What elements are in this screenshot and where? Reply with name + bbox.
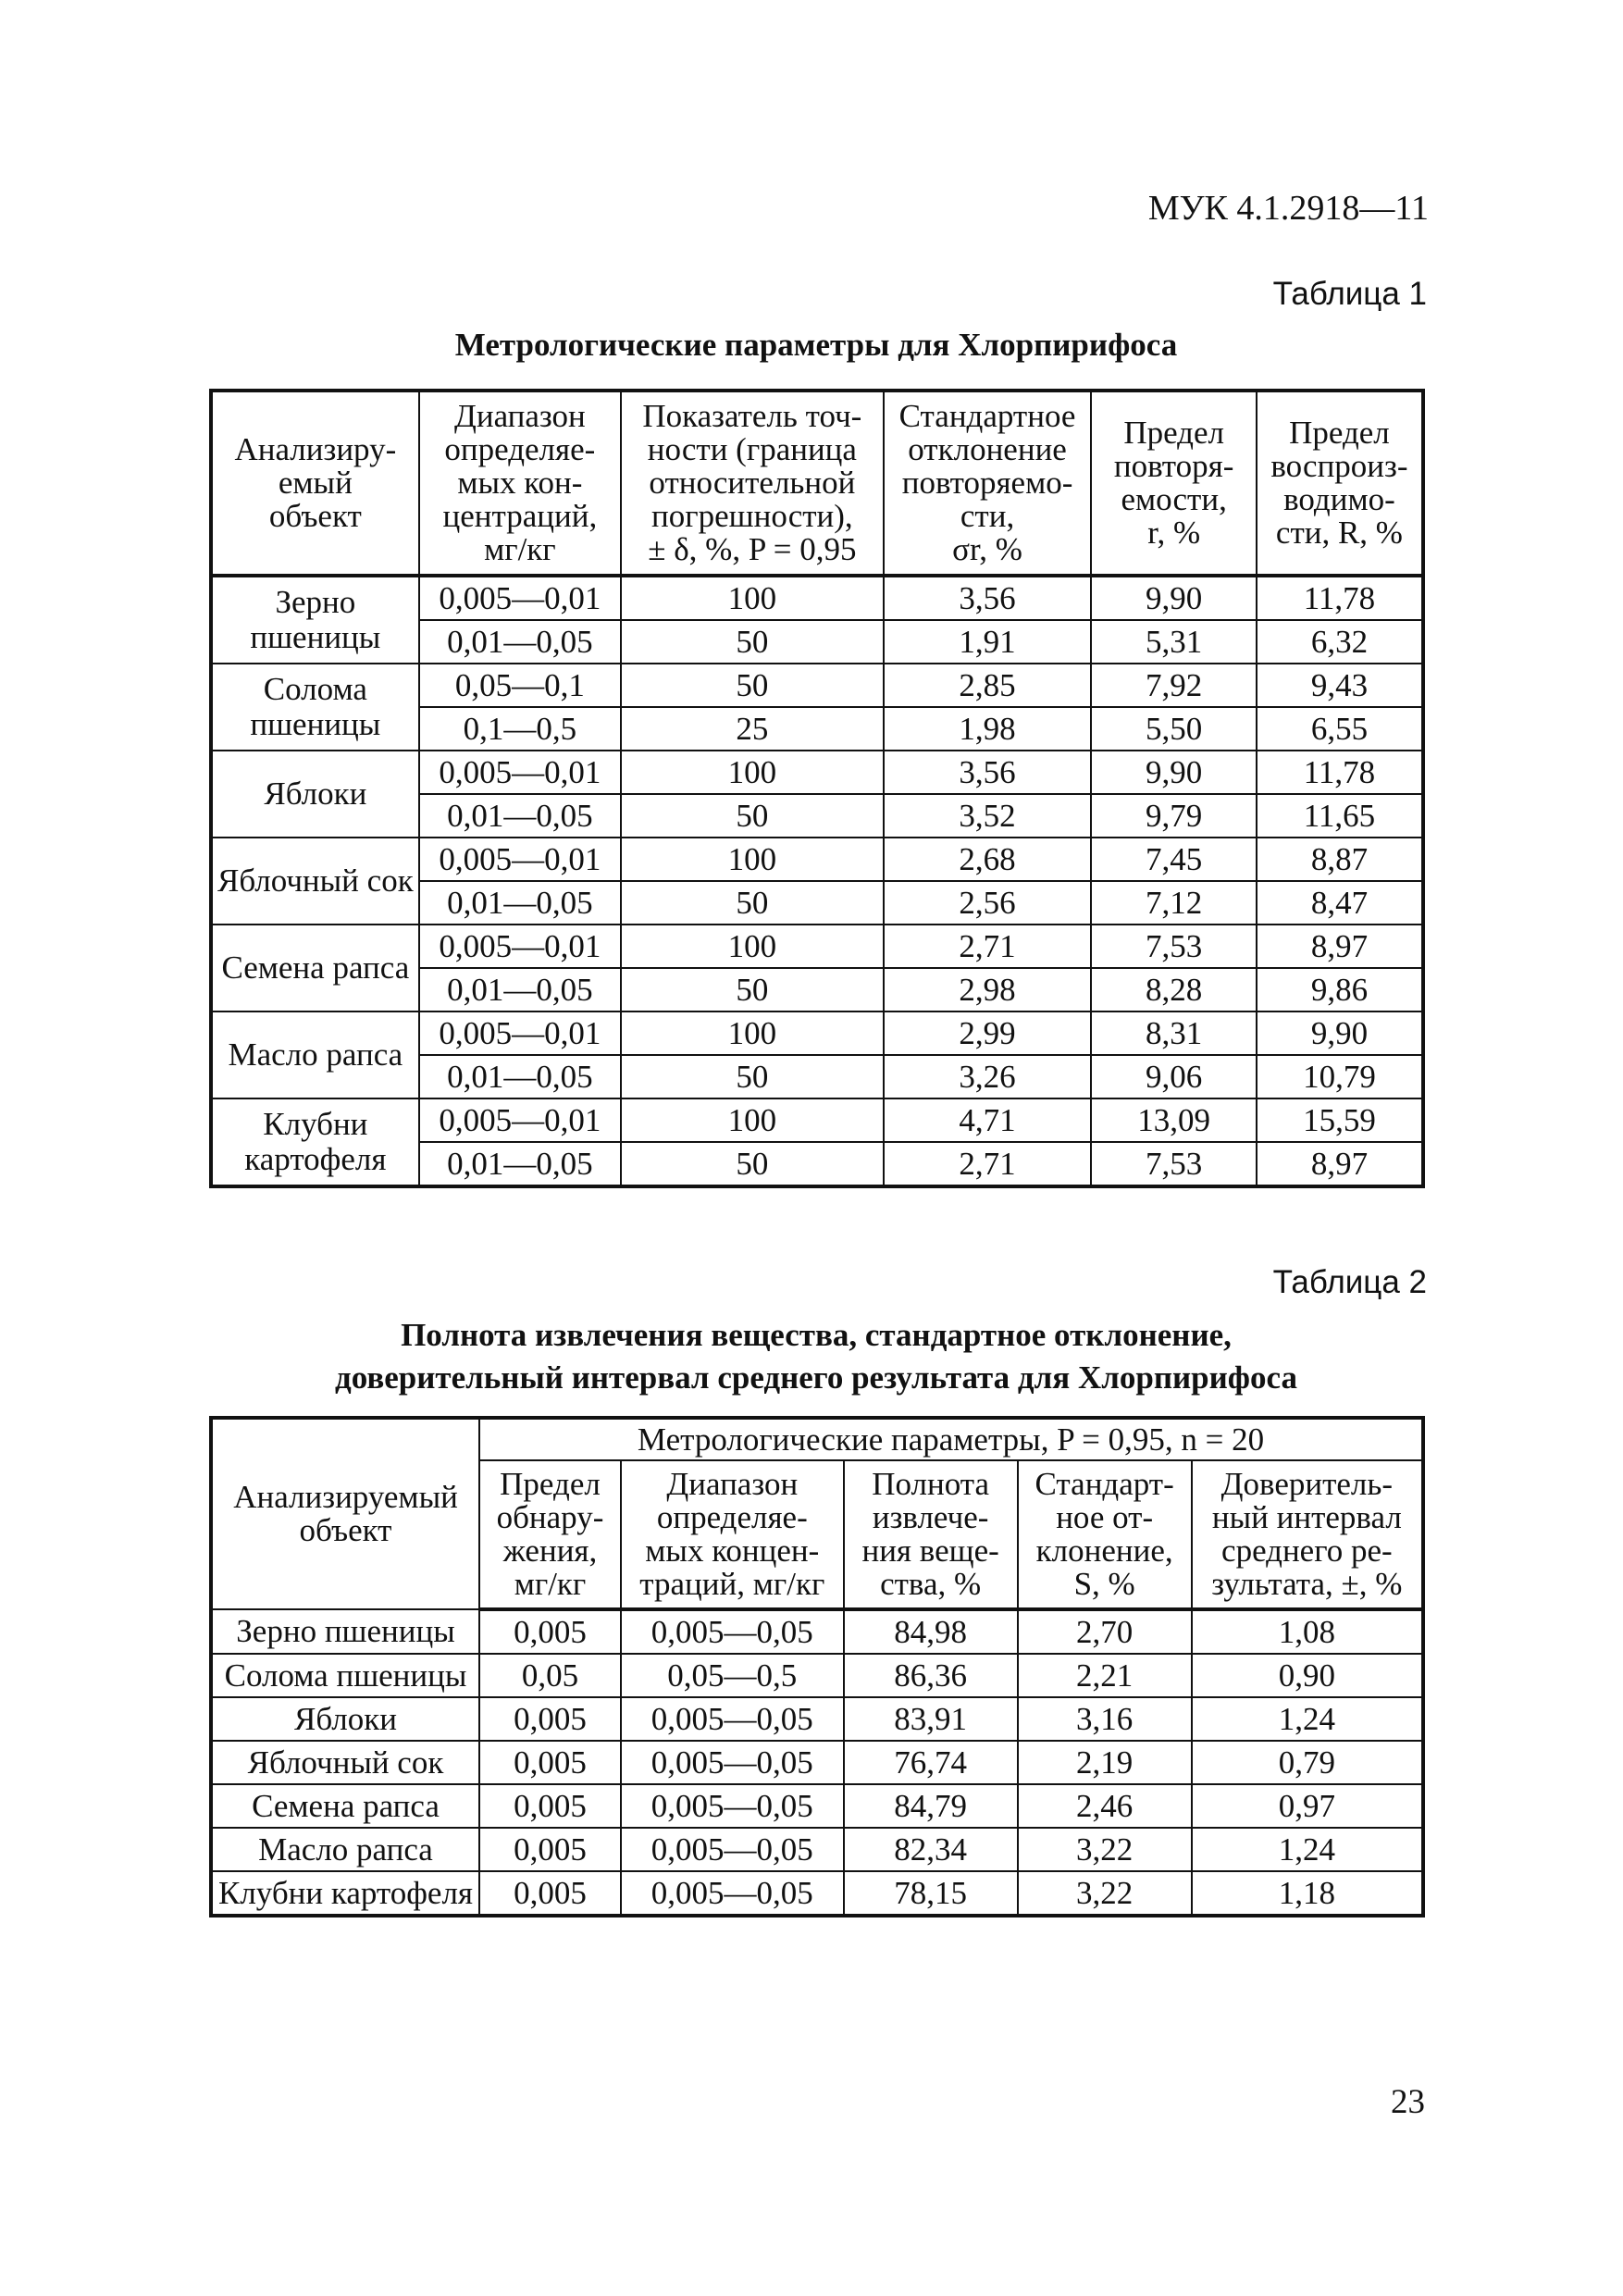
table2-object-cell: Зерно пшеницы [211,1609,479,1654]
header-line: Предел [1123,415,1224,451]
table1-label: Таблица 1 [1272,276,1427,312]
table1-cell: 9,06 [1091,1055,1256,1098]
header-line: Анализируемый [233,1479,458,1515]
table1-cell: 0,005—0,01 [419,576,621,620]
table2-cell: 0,05 [479,1654,621,1697]
table1-cell: 7,53 [1091,1142,1256,1186]
table1-cell: 100 [621,1098,884,1142]
header-line: Доверитель- [1220,1466,1394,1502]
table2-label: Таблица 2 [1272,1264,1427,1300]
table1-object-cell: Яблоки [211,751,419,838]
table1-cell: 1,98 [884,707,1092,751]
table1-cell: 7,45 [1091,838,1256,881]
header-line: погрешности), [651,498,853,534]
table2-cell: 0,005—0,05 [621,1784,844,1828]
table2-row [211,1609,1423,1654]
header-line: σr, % [952,531,1022,567]
header-line: Предел [1289,415,1390,451]
table1-row [211,664,1423,707]
table2-cell: 78,15 [844,1871,1018,1916]
table2-header-sd [1018,1460,1192,1609]
table1-body [211,576,1423,1186]
table1-cell: 0,1—0,5 [419,707,621,751]
table1-cell: 9,43 [1257,664,1423,707]
table1-cell: 50 [621,664,884,707]
table1-row [211,925,1423,968]
table1-cell: 3,52 [884,794,1092,838]
table1-header-range [419,391,621,576]
table1-row [211,1098,1423,1142]
table2-cell: 0,005—0,05 [621,1871,844,1916]
table1-cell: 1,91 [884,620,1092,664]
header-line: относительной [649,465,856,501]
header-line: среднего ре- [1221,1533,1393,1569]
table1-cell: 2,68 [884,838,1092,881]
table1-header-reproducibility-limit [1257,391,1423,576]
table1-cell: 15,59 [1257,1098,1423,1142]
header-line: Диапазон [666,1466,799,1502]
page-number: 23 [1391,2083,1425,2121]
table2-cell: 0,005 [479,1828,621,1871]
table2-cell: 3,22 [1018,1828,1192,1871]
table1-cell: 11,78 [1257,751,1423,794]
document-code: МУК 4.1.2918—11 [1147,189,1429,228]
table2-cell: 2,70 [1018,1609,1192,1654]
header-line: ности (граница [647,431,857,467]
table2-cell: 0,90 [1192,1654,1423,1697]
table2-cell: 0,005 [479,1871,621,1916]
table2-cell: 0,97 [1192,1784,1423,1828]
header-line: ное от- [1056,1499,1154,1535]
table1-cell: 0,005—0,01 [419,751,621,794]
recovery-table [209,1416,1425,1917]
table2-super-header-row [211,1418,1423,1460]
header-line: емости, [1121,481,1227,517]
table1-cell: 0,005—0,01 [419,925,621,968]
table2-cell: 1,24 [1192,1828,1423,1871]
header-line: мг/кг [514,1566,587,1602]
table2-cell: 1,18 [1192,1871,1423,1916]
table1-header-accuracy [621,391,884,576]
header-line: емый [278,465,353,501]
header-line: повторяемо- [901,465,1073,501]
table1-cell: 8,28 [1091,968,1256,1011]
header-line: Показатель точ- [642,398,862,434]
table2-object-cell: Клубни картофеля [211,1871,479,1916]
table2-cell: 84,98 [844,1609,1018,1654]
table2-cell: 0,005 [479,1609,621,1654]
table1-header-row [211,391,1423,576]
table1-cell: 0,01—0,05 [419,794,621,838]
table1-cell: 2,71 [884,1142,1092,1186]
table2-cell: 1,08 [1192,1609,1423,1654]
table1-cell: 100 [621,751,884,794]
table2-cell: 82,34 [844,1828,1018,1871]
header-line: зультата, ±, % [1211,1566,1403,1602]
header-line: мых концен- [645,1533,820,1569]
table1-cell: 8,47 [1257,881,1423,925]
table2-cell: 0,005—0,05 [621,1609,844,1654]
header-line: определяе- [656,1499,808,1535]
table1-cell: 3,56 [884,576,1092,620]
header-line: водимо- [1283,481,1395,517]
table2-cell: 0,79 [1192,1741,1423,1784]
table1-cell: 2,98 [884,968,1092,1011]
table1-cell: 100 [621,576,884,620]
table1-cell: 6,55 [1257,707,1423,751]
header-line: Стандартное [898,398,1076,434]
table2-cell: 2,21 [1018,1654,1192,1697]
table2-object-cell: Солома пшеницы [211,1654,479,1697]
table1-cell: 8,87 [1257,838,1423,881]
table2-body [211,1609,1423,1916]
table2-cell: 0,005 [479,1697,621,1741]
header-line: сти, [960,498,1015,534]
table2-super-header: Метрологические параметры, P = 0,95, n = 20 [479,1418,1423,1460]
table2-row [211,1654,1423,1697]
table2-cell: 0,05—0,5 [621,1654,844,1697]
table1-cell: 7,92 [1091,664,1256,707]
table2-object-cell: Семена рапса [211,1784,479,1828]
table1-header-repeatability-limit [1091,391,1256,576]
table2-cell: 3,16 [1018,1697,1192,1741]
table1-object-cell: Зерно пшеницы [211,576,419,664]
header-line: воспроиз- [1270,448,1408,484]
table2-object-cell: Яблочный сок [211,1741,479,1784]
header-line: ния веще- [861,1533,999,1569]
table1-header-repeatability-sd [884,391,1092,576]
header-line: центраций, [442,498,598,534]
table1-cell: 11,78 [1257,576,1423,620]
table2-object-cell: Яблоки [211,1697,479,1741]
header-line: сти, R, % [1275,515,1403,551]
table1-cell: 2,99 [884,1011,1092,1055]
table1-cell: 3,26 [884,1055,1092,1098]
table1-cell: 2,56 [884,881,1092,925]
table2-header-recovery [844,1460,1018,1609]
table2-row [211,1741,1423,1784]
header-line: траций, мг/кг [639,1566,825,1602]
table2-row [211,1871,1423,1916]
table1-object-cell: Яблочный сок [211,838,419,925]
table1-cell: 11,65 [1257,794,1423,838]
table1-cell: 50 [621,1055,884,1098]
table2-title-line-1: Полнота извлечения вещества, стандартное отклонение, [401,1317,1232,1353]
header-line: повторя- [1113,448,1234,484]
table1-cell: 50 [621,794,884,838]
table2-cell: 0,005 [479,1741,621,1784]
table1-cell: 7,53 [1091,925,1256,968]
table1-title: Метрологические параметры для Хлорпирифоса [454,327,1178,363]
table1-cell: 9,79 [1091,794,1256,838]
table1-row [211,838,1423,881]
table2-cell: 0,005 [479,1784,621,1828]
header-line: извлече- [872,1499,989,1535]
table1-cell: 0,005—0,01 [419,838,621,881]
header-line: отклонение [908,431,1067,467]
table1-cell: 8,31 [1091,1011,1256,1055]
table1-row [211,751,1423,794]
table1-cell: 0,01—0,05 [419,968,621,1011]
table1-cell: 0,005—0,01 [419,1098,621,1142]
table1-cell: 9,86 [1257,968,1423,1011]
table2-cell: 86,36 [844,1654,1018,1697]
header-line: Диапазон [453,398,586,434]
table2-header-confidence-interval [1192,1460,1423,1609]
header-line: S, % [1073,1566,1135,1602]
metrological-parameters-table [209,389,1425,1188]
table2-title [209,1314,1423,1399]
table2-cell: 0,005—0,05 [621,1741,844,1784]
table1-cell: 0,01—0,05 [419,620,621,664]
table1-cell: 50 [621,620,884,664]
table2-cell: 3,22 [1018,1871,1192,1916]
table1-object-cell: Семена рапса [211,925,419,1011]
table2-row [211,1697,1423,1741]
header-line: Анализиру- [234,431,397,467]
header-line: объект [299,1512,392,1548]
table2-cell: 84,79 [844,1784,1018,1828]
table1-cell: 2,71 [884,925,1092,968]
table1-cell: 9,90 [1091,751,1256,794]
header-line: ± δ, %, P = 0,95 [648,531,857,567]
table2-header-range [621,1460,844,1609]
table1-cell: 3,56 [884,751,1092,794]
table1-object-cell: Клубни картофеля [211,1098,419,1186]
table1-cell: 8,97 [1257,925,1423,968]
header-line: объект [268,498,362,534]
header-line: ный интервал [1211,1499,1402,1535]
table1-header-object [211,391,419,576]
table1-cell: 9,90 [1091,576,1256,620]
table1-cell: 100 [621,925,884,968]
table1-cell: 100 [621,838,884,881]
header-line: мых кон- [457,465,583,501]
header-line: клонение, [1035,1533,1173,1569]
table2-cell: 2,46 [1018,1784,1192,1828]
table2-title-line-2: доверительный интервал среднего результата для Хлорпирифоса [335,1359,1297,1396]
header-line: мг/кг [484,531,556,567]
header-line: определяе- [444,431,596,467]
table1-cell: 13,09 [1091,1098,1256,1142]
header-line: обнару- [496,1499,604,1535]
table2-cell: 83,91 [844,1697,1018,1741]
table1-row [211,1011,1423,1055]
table2-row [211,1828,1423,1871]
header-line: ства, % [880,1566,982,1602]
table1-cell: 0,005—0,01 [419,1011,621,1055]
table2-cell: 0,005—0,05 [621,1697,844,1741]
table1-cell: 25 [621,707,884,751]
header-line: Полнота [872,1466,990,1502]
table2-cell: 0,005—0,05 [621,1828,844,1871]
table2-header-detection-limit [479,1460,621,1609]
table1-cell: 100 [621,1011,884,1055]
table2-cell: 76,74 [844,1741,1018,1784]
table1-cell: 0,01—0,05 [419,1055,621,1098]
table1-row [211,576,1423,620]
header-line: Предел [500,1466,601,1502]
table1-object-cell: Масло рапса [211,1011,419,1098]
table1-cell: 2,85 [884,664,1092,707]
table2-cell: 2,19 [1018,1741,1192,1784]
header-line: жения, [502,1533,598,1569]
table1-cell: 10,79 [1257,1055,1423,1098]
table1-object-cell: Солома пшеницы [211,664,419,751]
table2-object-cell: Масло рапса [211,1828,479,1871]
table1-cell: 50 [621,1142,884,1186]
table1-cell: 50 [621,968,884,1011]
table1-cell: 9,90 [1257,1011,1423,1055]
table2-cell: 1,24 [1192,1697,1423,1741]
table1-cell: 7,12 [1091,881,1256,925]
table1-cell: 5,31 [1091,620,1256,664]
table1-cell: 50 [621,881,884,925]
table1-cell: 6,32 [1257,620,1423,664]
table2-row [211,1784,1423,1828]
header-line: r, % [1147,515,1201,551]
table1-cell: 8,97 [1257,1142,1423,1186]
table1-cell: 4,71 [884,1098,1092,1142]
table1-cell: 5,50 [1091,707,1256,751]
table1-cell: 0,05—0,1 [419,664,621,707]
header-line: Стандарт- [1035,1466,1174,1502]
table1-cell: 0,01—0,05 [419,881,621,925]
table2-header-object [211,1418,479,1609]
table1-cell: 0,01—0,05 [419,1142,621,1186]
